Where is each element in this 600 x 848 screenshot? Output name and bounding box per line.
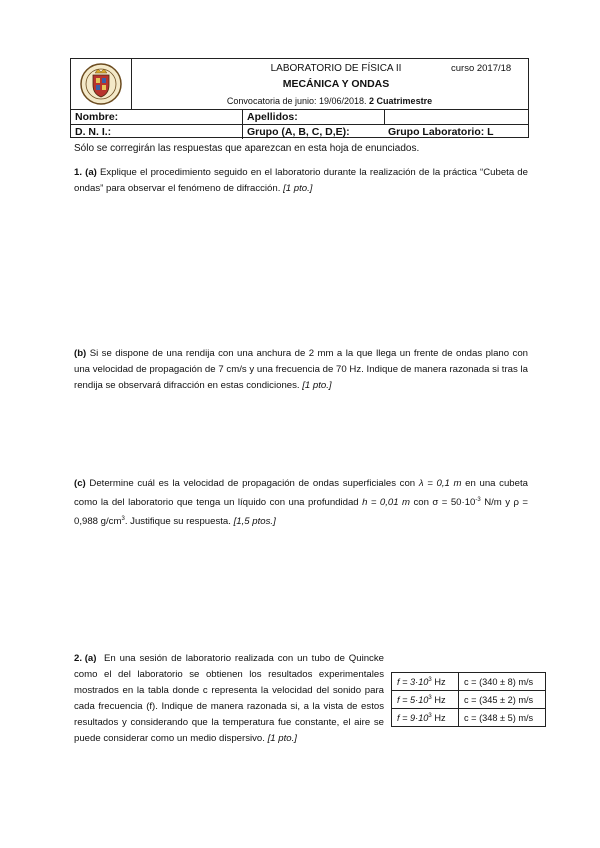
frequency-cell: $f = 5\cdot 10^3$ Hz	[392, 691, 459, 709]
table-row	[392, 691, 546, 709]
surname-label: Apellidos:	[247, 111, 298, 123]
frequency-cell: $f = 3\cdot 10^3$ Hz	[392, 673, 459, 691]
speed-cell: c = (340 ± 8) m/s	[459, 673, 546, 691]
q1b-points: [1 pto.]	[302, 380, 332, 391]
question-1a	[74, 165, 528, 197]
course-year: curso 2017/18	[451, 63, 512, 74]
question-1c: (c) Determine cuál es la velocidad de propagación de ondas superficiales con λ = 0,1 m en una cubeta como la del laboratorio que tenga un líquido con una profundidad h = 0,01 m con $\sigma = 50\cdot 10^{-3}$ N/m y ρ = 0,988 $g/cm^3$. Justifique su respuesta. [1,5 ptos.]	[74, 478, 528, 527]
q1b-text: Si se dispone de una rendija con una anchura de 2 mm a la que llega un frente de ondas plano con una velocidad de propagación de 7 cm/s y una frecuencia de 70 Hz. Indique de manera razonada si tras la rendija se observará difracción en estas condiciones.	[74, 348, 528, 391]
name-row	[71, 109, 528, 125]
instructions-note: Sólo se corregirán las respuestas que aparezcan en esta hoja de enunciados.	[74, 143, 420, 154]
q1-number: 1.	[74, 167, 83, 178]
rho-value: ρ = 0,988 $g/cm^3$	[74, 497, 528, 527]
sigma-value: $\sigma = 50\cdot 10^{-3}$	[432, 497, 481, 508]
dni-label: D. N. I.:	[75, 126, 112, 138]
q2a-points: [1 pto.]	[267, 733, 297, 744]
university-crest-icon	[71, 59, 131, 109]
q2-number: 2.	[74, 653, 83, 664]
logo-cell	[71, 59, 132, 109]
group-label: Grupo (A, B, C, D,E):	[247, 126, 350, 138]
dni-row	[71, 124, 528, 139]
term: 2 Cuatrimestre	[369, 96, 433, 106]
speed-cell: c = (345 ± 2) m/s	[459, 691, 546, 709]
frequency-cell: $f = 9\cdot 10^3$ Hz	[392, 709, 459, 727]
name-label: Nombre:	[75, 111, 119, 123]
q1b-label: (b)	[74, 348, 87, 359]
subject-title: MECÁNICA Y ONDAS	[282, 78, 390, 90]
table-row	[392, 709, 546, 727]
q2a-text: En una sesión de laboratorio realizada con un tubo de Quincke como el del laboratorio se obtienen los resultados experimentales mostrados en la tabla donde c representa la velocidad del sonido para cada frecuencia (f). Indique de manera razonada si, a la vista de estos resultados y considerando que la temperatura fue constante, el aire se puede considerar como un medio dispersivo.	[74, 653, 384, 744]
lab-title: LABORATORIO DE FÍSICA II	[270, 63, 402, 74]
exam-header	[70, 58, 529, 138]
q1c-points: [1,5 ptos.]	[233, 516, 276, 527]
lab-group-label: Grupo Laboratorio: L	[388, 126, 494, 138]
q1a-text: Explique el procedimiento seguido en el laboratorio durante la realización de la práctica “Cubeta de ondas” para observar el fenómeno de difracción.	[74, 167, 528, 194]
results-table	[391, 672, 546, 727]
speed-cell: c = (348 ± 5) m/s	[459, 709, 546, 727]
question-2a	[74, 651, 384, 747]
lambda-value: λ = 0,1 m	[418, 478, 462, 489]
q1a-points: [1 pto.]	[283, 183, 313, 194]
q1c-label: (c)	[74, 478, 86, 489]
table-row	[392, 673, 546, 691]
q2a-label: (a)	[84, 653, 97, 664]
question-1b	[74, 346, 528, 394]
q1a-label: (a)	[85, 167, 97, 178]
depth-value: h = 0,01 m	[362, 497, 411, 508]
exam-call: Convocatoria de junio: 19/06/2018. 2 Cuatrimestre	[226, 96, 433, 106]
